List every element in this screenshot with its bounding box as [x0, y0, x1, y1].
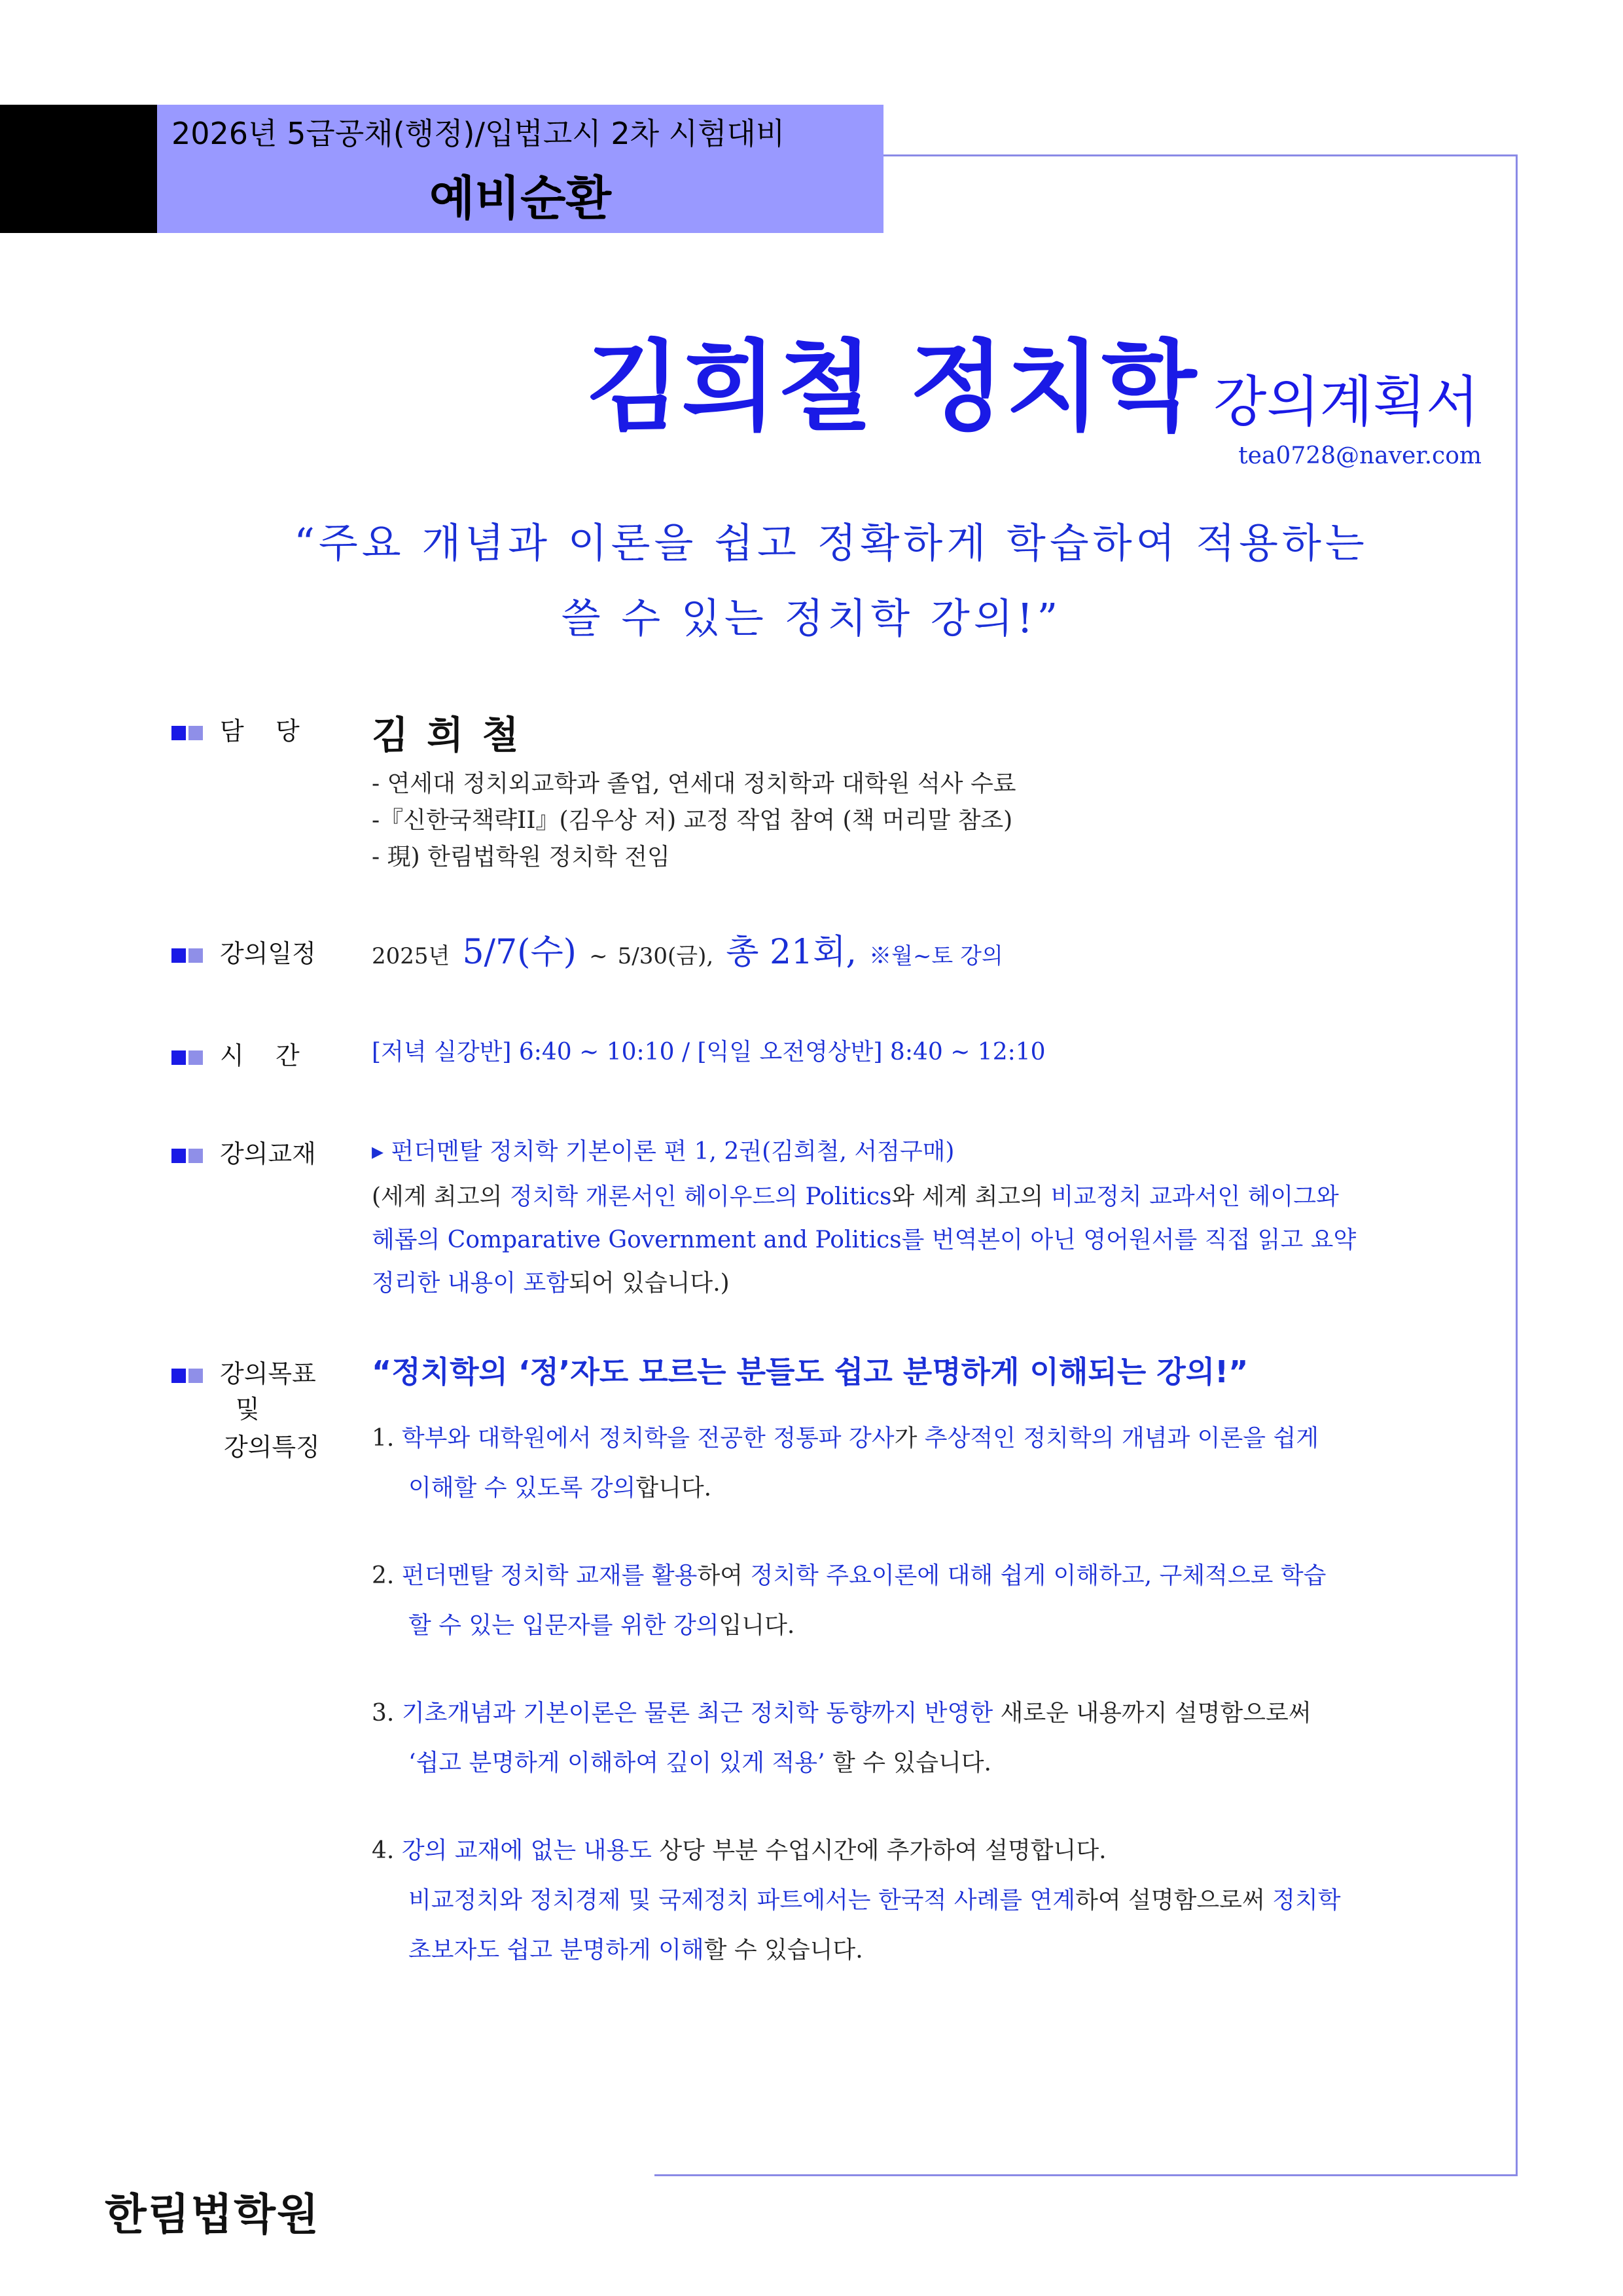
bullet-square-icon [188, 726, 203, 740]
section-schedule-label: 강의일정 [171, 933, 316, 969]
section-time-label: 시 간 [171, 1035, 300, 1071]
bio-line: - 연세대 정치외교학과 졸업, 연세대 정치학과 대학원 석사 수료 [372, 770, 1016, 797]
frame-top-line [883, 154, 1517, 156]
course-type-label: 예비순환 [429, 171, 612, 226]
bullet-square-icon [188, 948, 203, 963]
schedule-start: 5/7(수) [462, 933, 577, 972]
slogan-line-2: 쓸 수 있는 정치학 강의!” [561, 594, 1062, 642]
schedule-total: 총 21회, [726, 933, 857, 972]
section-goals-label: 강의목표 [171, 1354, 316, 1390]
section-textbook-label: 강의교재 [171, 1134, 316, 1170]
frame-right-line [1516, 154, 1518, 2176]
section-goals-label-features: 강의특징 [224, 1433, 320, 1462]
bullet-square-icon [188, 1149, 203, 1163]
title-sub: 강의계획서 [1213, 370, 1479, 434]
bullet-square-icon [171, 1050, 186, 1065]
textbook-title: ▸ 펀더멘탈 정치학 기본이론 편 1, 2권(김희철, 서점구매) [372, 1138, 955, 1165]
schedule-end: 5/30(금), [617, 943, 714, 969]
bullet-square-icon [188, 1369, 203, 1383]
slogan-line-1: “주요 개념과 이론을 쉽고 정확하게 학습하여 적용하는 [294, 519, 1368, 567]
schedule-note: ※월~토 강의 [869, 943, 1003, 969]
bullet-square-icon [171, 1369, 186, 1383]
exam-target-label: 2026년 5급공채(행정)/입법고시 2차 시험대비 [171, 116, 785, 151]
goal-item-2: 2. 펀더멘탈 정치학 교재를 활용하여 정치학 주요이론에 대해 쉽게 이해하고, 구체적으로 학습 할 수 있는 입문자를 위한 강의입니다. [372, 1562, 1327, 1639]
contact-email: tea0728@naver.com [1238, 442, 1482, 469]
schedule-line [372, 924, 1003, 973]
title-main: 김희철 정치학 [585, 331, 1198, 444]
academy-logo: 한림법학원 [105, 2189, 320, 2240]
bio-line: -『신한국책략II』(김우상 저) 교정 작업 참여 (책 머리말 참조) [372, 807, 1013, 834]
goal-item-3: 3. 기초개념과 기본이론은 물론 최근 정치학 동향까지 반영한 새로운 내용까지 설명함으로써 ‘쉽고 분명하게 이해하여 깊이 있게 적용’ 할 수 있습니다. [372, 1700, 1311, 1776]
bullet-square-icon [171, 1149, 186, 1163]
textbook-description: (세계 최고의 정치학 개론서인 헤이우드의 Politics와 세계 최고의 비교정치 교과서인 헤이그와 헤롭의 Comparative Government and Politics를 번역본이 아닌 영어원서를 직접 읽고 요약 정리한 내용이 포함되어 있습니다.) [372, 1183, 1357, 1297]
section-goals-label-and: 및 [236, 1395, 260, 1424]
goals-headline: “정치학의 ‘정’자도 모르는 분들도 쉽고 분명하게 이해되는 강의!” [372, 1354, 1249, 1390]
instructor-name: 김 희 철 [372, 713, 522, 757]
section-instructor-label: 담 당 [171, 711, 300, 747]
bio-line: - 現) 한림법학원 정치학 전임 [372, 844, 670, 870]
bullet-square-icon [171, 726, 186, 740]
document-title [586, 308, 1479, 449]
bullet-square-icon [171, 948, 186, 963]
goal-item-1: 1. 학부와 대학원에서 정치학을 전공한 정통파 강사가 추상적인 정치학의 개념과 이론을 쉽게 이해할 수 있도록 강의합니다. [372, 1425, 1319, 1501]
schedule-year: 2025년 [372, 943, 450, 969]
header-black-block [0, 105, 157, 233]
goal-item-4: 4. 강의 교재에 없는 내용도 상당 부분 수업시간에 추가하여 설명합니다. 비교정치와 정치경제 및 국제정치 파트에서는 한국적 사례를 연계하여 설명함으로써 정치학 초보자도 쉽고 분명하게 이해할 수 있습니다. [372, 1837, 1341, 1964]
schedule-tilde: ~ [589, 943, 608, 969]
frame-bottom-line [654, 2174, 1518, 2176]
instructor-bio [372, 766, 1016, 876]
bullet-square-icon [188, 1050, 203, 1065]
time-text: [저녁 실강반] 6:40 ~ 10:10 / [익일 오전영상반] 8:40 ~ 12:10 [372, 1039, 1046, 1066]
